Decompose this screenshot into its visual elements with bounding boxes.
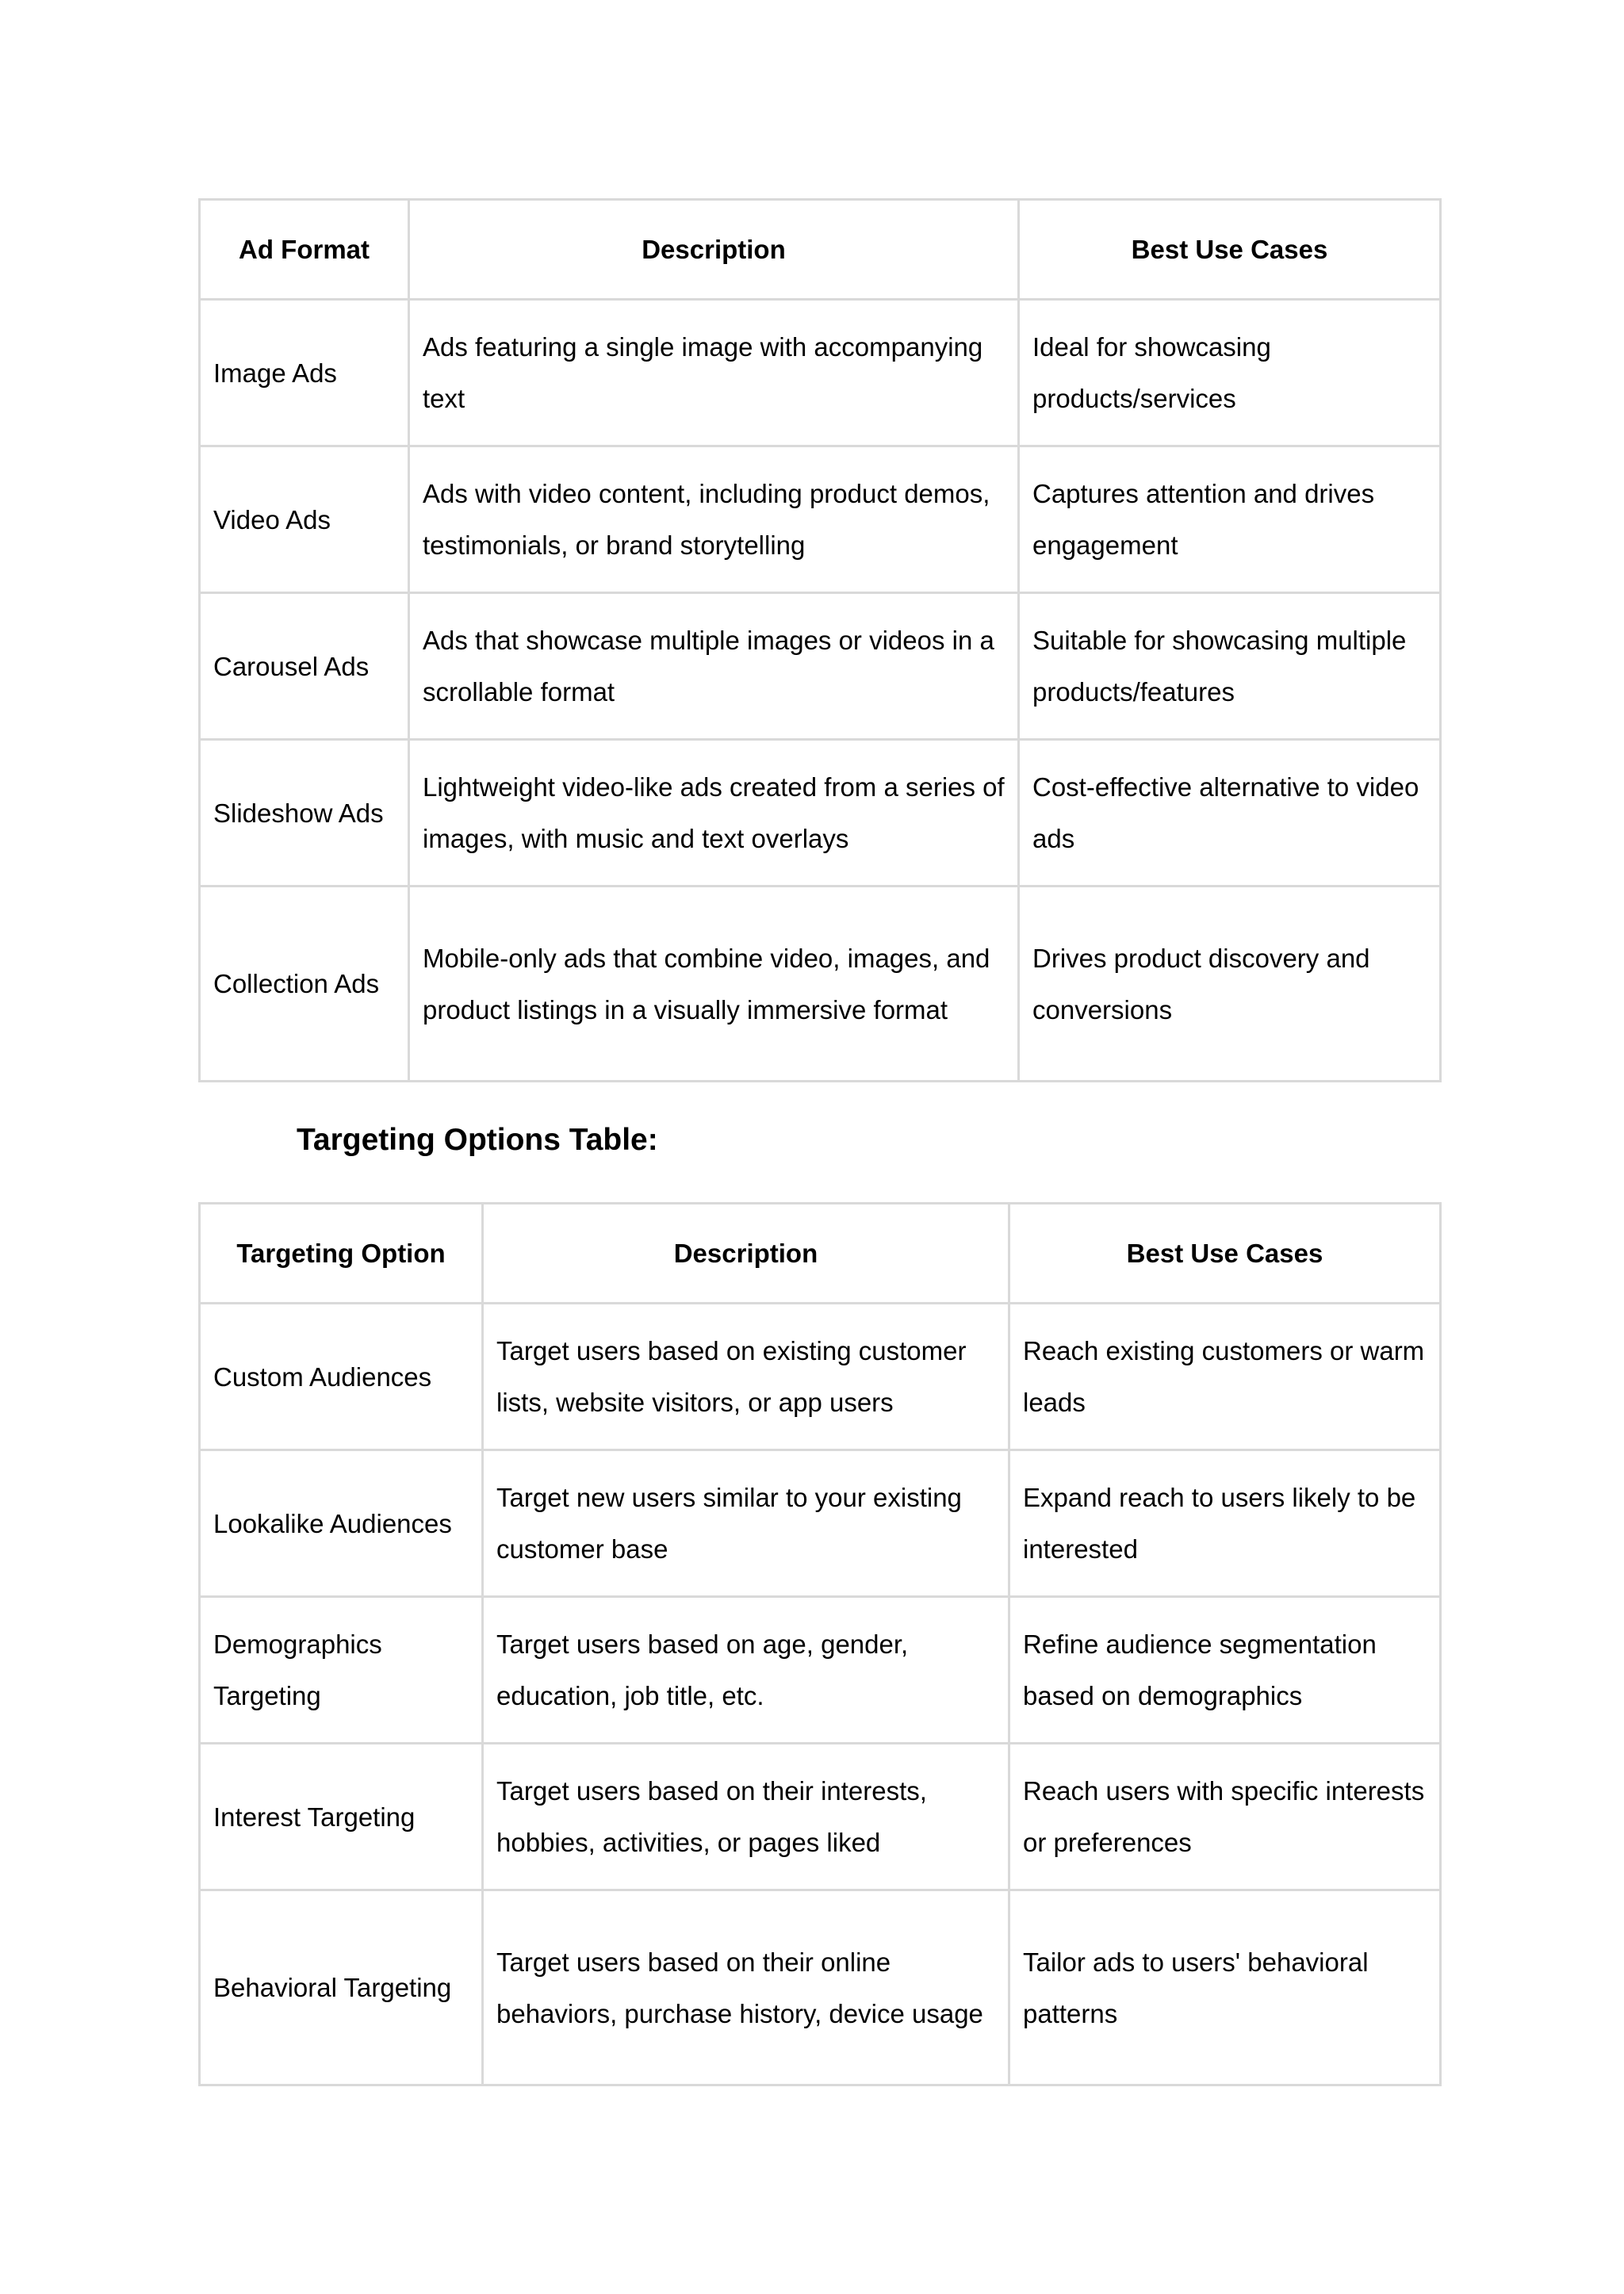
description-cell: Target users based on their online behaviors, purchase history, device usage xyxy=(483,1890,1009,2085)
column-header-ad-format: Ad Format xyxy=(200,200,409,300)
table-row xyxy=(200,593,1441,740)
table-row xyxy=(200,1597,1441,1744)
ad-formats-table xyxy=(198,198,1442,1082)
table-row xyxy=(200,1744,1441,1890)
table-row xyxy=(200,446,1441,593)
table-row xyxy=(200,300,1441,446)
ad-format-cell: Video Ads xyxy=(200,446,409,593)
description-cell: Ads that showcase multiple images or videos in a scrollable format xyxy=(409,593,1019,740)
column-header-description: Description xyxy=(483,1204,1009,1304)
use-case-cell: Reach users with specific interests or preferences xyxy=(1009,1744,1441,1890)
description-cell: Target users based on their interests, hobbies, activities, or pages liked xyxy=(483,1744,1009,1890)
table-row xyxy=(200,1450,1441,1597)
table-row xyxy=(200,1304,1441,1450)
use-case-cell: Expand reach to users likely to be interested xyxy=(1009,1450,1441,1597)
column-header-description: Description xyxy=(409,200,1019,300)
description-cell: Target users based on existing customer lists, website visitors, or app users xyxy=(483,1304,1009,1450)
table-row xyxy=(200,887,1441,1082)
column-header-best-use-cases: Best Use Cases xyxy=(1009,1204,1441,1304)
description-cell: Ads with video content, including product demos, testimonials, or brand storytelling xyxy=(409,446,1019,593)
use-case-cell: Captures attention and drives engagement xyxy=(1019,446,1441,593)
table-row xyxy=(200,1890,1441,2085)
column-header-targeting-option: Targeting Option xyxy=(200,1204,483,1304)
targeting-option-cell: Interest Targeting xyxy=(200,1744,483,1890)
description-cell: Target new users similar to your existing customer base xyxy=(483,1450,1009,1597)
ad-format-cell: Carousel Ads xyxy=(200,593,409,740)
use-case-cell: Drives product discovery and conversions xyxy=(1019,887,1441,1082)
targeting-option-cell: Behavioral Targeting xyxy=(200,1890,483,2085)
ad-format-cell: Slideshow Ads xyxy=(200,740,409,887)
use-case-cell: Ideal for showcasing products/services xyxy=(1019,300,1441,446)
ad-format-cell: Image Ads xyxy=(200,300,409,446)
description-cell: Target users based on age, gender, education, job title, etc. xyxy=(483,1597,1009,1744)
description-cell: Mobile-only ads that combine video, images, and product listings in a visually immersive format xyxy=(409,887,1019,1082)
description-cell: Ads featuring a single image with accompanying text xyxy=(409,300,1019,446)
use-case-cell: Reach existing customers or warm leads xyxy=(1009,1304,1441,1450)
description-cell: Lightweight video-like ads created from a series of images, with music and text overlays xyxy=(409,740,1019,887)
use-case-cell: Cost-effective alternative to video ads xyxy=(1019,740,1441,887)
targeting-option-cell: Custom Audiences xyxy=(200,1304,483,1450)
use-case-cell: Refine audience segmentation based on demographics xyxy=(1009,1597,1441,1744)
use-case-cell: Suitable for showcasing multiple products/features xyxy=(1019,593,1441,740)
table-header-row xyxy=(200,200,1441,300)
targeting-option-cell: Lookalike Audiences xyxy=(200,1450,483,1597)
targeting-option-cell: Demographics Targeting xyxy=(200,1597,483,1744)
table-header-row xyxy=(200,1204,1441,1304)
column-header-best-use-cases: Best Use Cases xyxy=(1019,200,1441,300)
section-heading-targeting: Targeting Options Table: xyxy=(297,1123,658,1157)
targeting-options-table xyxy=(198,1202,1442,2086)
table-row xyxy=(200,740,1441,887)
ad-format-cell: Collection Ads xyxy=(200,887,409,1082)
use-case-cell: Tailor ads to users' behavioral patterns xyxy=(1009,1890,1441,2085)
